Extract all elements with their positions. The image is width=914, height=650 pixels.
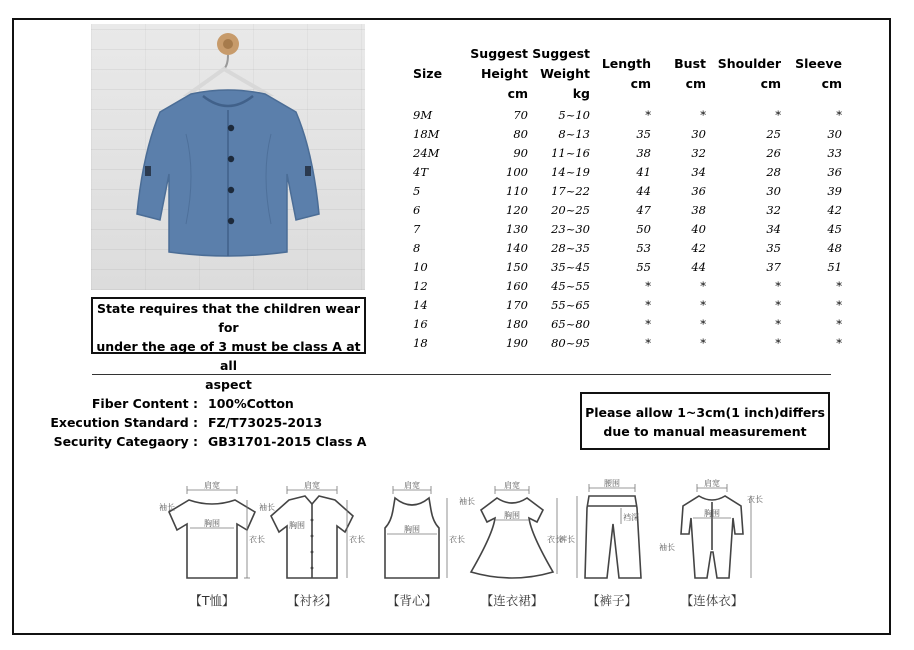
- cell-height: 190: [506, 336, 528, 350]
- cell-bust: 44: [691, 260, 706, 274]
- size-row: [413, 182, 842, 201]
- cell-length: *: [645, 317, 651, 331]
- diagram-top-label: 腰围: [604, 479, 620, 488]
- header-size: Size: [413, 66, 443, 81]
- cell-height: 180: [506, 317, 528, 331]
- cell-weight: 55~65: [551, 298, 590, 312]
- diagram-mid-label: 胸围: [204, 519, 220, 528]
- cell-size: 18M: [413, 127, 440, 141]
- cell-height: 120: [506, 203, 528, 217]
- diagram-right-label: 衣长: [249, 535, 265, 544]
- size-row: [413, 277, 842, 296]
- cell-length: *: [645, 298, 651, 312]
- size-row: [413, 163, 842, 182]
- cell-length: 55: [636, 260, 651, 274]
- cell-size: 18: [413, 336, 428, 350]
- cell-sleeve: *: [836, 108, 842, 122]
- cell-sleeve: 48: [827, 241, 842, 255]
- diagram-label: 【衬衫】: [286, 593, 337, 608]
- cell-weight: 80~95: [551, 336, 590, 350]
- size-row: [413, 125, 842, 144]
- section-divider: [92, 374, 831, 375]
- measurement-note: [580, 392, 830, 450]
- cell-bust: *: [700, 336, 706, 350]
- size-chart-body: [413, 106, 842, 353]
- cardigan-on-hanger-icon: [91, 24, 365, 290]
- diagram-label: 【背心】: [386, 593, 437, 608]
- product-photo: [91, 24, 365, 290]
- cell-bust: 36: [691, 184, 706, 198]
- header-weight: Suggest Weight kg: [532, 46, 590, 101]
- cell-height: 160: [506, 279, 528, 293]
- cell-bust: *: [700, 298, 706, 312]
- diagram-shirt: [257, 478, 367, 608]
- cell-shoulder: 26: [766, 146, 781, 160]
- diagram-left-label: 袖长: [659, 543, 675, 552]
- measurement-note-line-1: Please allow 1~3cm(1 inch)differs: [585, 405, 825, 420]
- header-length: Length cm: [601, 56, 651, 91]
- cell-shoulder: 32: [766, 203, 781, 217]
- cell-shoulder: 30: [766, 184, 781, 198]
- diagram-top-label: 肩宽: [204, 481, 220, 490]
- size-row: [413, 144, 842, 163]
- cell-height: 80: [513, 127, 528, 141]
- measurement-note-line-2: due to manual measurement: [603, 424, 807, 439]
- diagram-mid-label: 裆深: [623, 513, 639, 522]
- cell-size: 12: [413, 279, 428, 293]
- cell-length: 44: [636, 184, 651, 198]
- header-sleeve: Sleeve cm: [795, 56, 842, 91]
- cell-bust: *: [700, 108, 706, 122]
- cell-bust: 40: [691, 222, 706, 236]
- age-class-notice: [91, 297, 366, 392]
- diagram-top-label: 肩宽: [404, 481, 420, 490]
- cell-size: 5: [413, 184, 421, 198]
- cell-shoulder: *: [775, 336, 781, 350]
- notice-line-2: under the age of 3 must be class A at all: [96, 339, 361, 373]
- cell-shoulder: *: [775, 108, 781, 122]
- cell-size: 4T: [413, 165, 428, 179]
- cell-length: 50: [636, 222, 651, 236]
- size-chart-table: [413, 42, 842, 353]
- cell-size: 7: [413, 222, 421, 236]
- diagram-left-label: 裤长: [559, 535, 575, 544]
- security-category-value: GB31701-2015 Class A: [208, 434, 367, 449]
- size-row: [413, 239, 842, 258]
- diagram-label: 【裤子】: [586, 593, 637, 608]
- diagram-mid-label: 胸围: [704, 509, 720, 518]
- cell-shoulder: 28: [766, 165, 781, 179]
- cell-bust: 42: [691, 241, 706, 255]
- cell-height: 170: [506, 298, 528, 312]
- cell-sleeve: *: [836, 279, 842, 293]
- header-bust: Bust cm: [674, 56, 706, 91]
- cell-sleeve: 30: [827, 127, 842, 141]
- diagram-mid-label: 胸围: [289, 521, 305, 530]
- cell-height: 100: [506, 165, 528, 179]
- size-chart-header-row: [413, 42, 842, 106]
- cell-shoulder: 25: [766, 127, 781, 141]
- diagram-left-label: 袖长: [459, 497, 475, 506]
- cell-sleeve: 51: [827, 260, 842, 274]
- cell-bust: 34: [691, 165, 706, 179]
- diagram-top-label: 肩宽: [504, 481, 520, 490]
- cell-height: 70: [513, 108, 528, 122]
- diagram-mid-label: 胸围: [504, 511, 520, 520]
- diagram-right-label: 衣长: [449, 535, 465, 544]
- cell-sleeve: *: [836, 336, 842, 350]
- notice-line-1: State requires that the children wear for: [96, 301, 361, 335]
- cell-weight: 28~35: [551, 241, 590, 255]
- cell-length: 35: [636, 127, 651, 141]
- diagram-left-label: 袖长: [259, 503, 275, 512]
- cell-sleeve: 39: [827, 184, 842, 198]
- security-category-label: Security Categaory :: [53, 434, 198, 449]
- cell-length: 53: [636, 241, 651, 255]
- diagram-vest: [357, 478, 467, 608]
- diagram-label: 【T恤】: [189, 593, 235, 608]
- cell-size: 24M: [413, 146, 440, 160]
- cell-size: 8: [413, 241, 421, 255]
- cell-bust: *: [700, 317, 706, 331]
- notice-line-3: aspect: [205, 377, 252, 392]
- size-row: [413, 201, 842, 220]
- cell-weight: 20~25: [551, 203, 590, 217]
- diagram-romper: [657, 478, 767, 608]
- cell-sleeve: *: [836, 317, 842, 331]
- cell-shoulder: *: [775, 298, 781, 312]
- cell-bust: 30: [691, 127, 706, 141]
- diagram-t-shirt: [157, 478, 267, 608]
- size-row: [413, 334, 842, 353]
- size-row: [413, 106, 842, 125]
- fiber-content-label: Fiber Content :: [91, 396, 198, 411]
- cell-bust: 38: [691, 203, 706, 217]
- cell-size: 14: [413, 298, 428, 312]
- cell-weight: 14~19: [551, 165, 590, 179]
- cell-weight: 11~16: [551, 146, 590, 160]
- diagram-label: 【连体衣】: [680, 593, 744, 608]
- dress-diagram-icon: [457, 478, 567, 588]
- cell-weight: 35~45: [551, 260, 590, 274]
- cell-weight: 5~10: [558, 108, 590, 122]
- diagram-right-label: 衣长: [747, 495, 763, 504]
- cell-sleeve: 42: [827, 203, 842, 217]
- diagram-top-label: 肩宽: [704, 479, 720, 488]
- romper-diagram-icon: [657, 478, 767, 588]
- diagram-pants: [557, 478, 667, 608]
- diagram-label: 【连衣裙】: [480, 593, 544, 608]
- execution-standard-label: Execution Standard :: [50, 415, 198, 430]
- cell-shoulder: 37: [766, 260, 781, 274]
- cell-length: 47: [636, 203, 651, 217]
- cell-height: 140: [506, 241, 528, 255]
- vest-diagram-icon: [357, 478, 467, 588]
- cell-length: 38: [636, 146, 651, 160]
- cell-height: 130: [506, 222, 528, 236]
- diagram-right-label: 衣长: [547, 535, 563, 544]
- cell-size: 10: [413, 260, 428, 274]
- cell-height: 90: [513, 146, 528, 160]
- cell-length: *: [645, 336, 651, 350]
- cell-weight: 8~13: [558, 127, 590, 141]
- cell-sleeve: 45: [827, 222, 842, 236]
- cell-shoulder: 35: [766, 241, 781, 255]
- cell-size: 9M: [413, 108, 433, 122]
- cell-weight: 45~55: [551, 279, 590, 293]
- pants-diagram-icon: [557, 478, 667, 588]
- cell-length: *: [645, 108, 651, 122]
- cell-height: 110: [506, 184, 528, 198]
- diagram-right-label: 衣长: [349, 535, 365, 544]
- cell-sleeve: *: [836, 298, 842, 312]
- diagram-left-label: 袖长: [159, 503, 175, 512]
- cell-size: 6: [413, 203, 421, 217]
- diagram-dress: [457, 478, 567, 608]
- cell-weight: 65~80: [551, 317, 590, 331]
- cell-shoulder: 34: [766, 222, 781, 236]
- cell-sleeve: 36: [827, 165, 842, 179]
- cell-height: 150: [506, 260, 528, 274]
- fiber-content-value: 100%Cotton: [208, 396, 294, 411]
- size-row: [413, 315, 842, 334]
- header-shoulder: Shoulder cm: [717, 56, 781, 91]
- cell-bust: *: [700, 279, 706, 293]
- cell-length: 41: [636, 165, 651, 179]
- t-shirt-diagram-icon: [157, 478, 267, 588]
- cell-weight: 23~30: [551, 222, 590, 236]
- size-row: [413, 296, 842, 315]
- cell-bust: 32: [691, 146, 706, 160]
- diagram-mid-label: 胸围: [404, 525, 420, 534]
- cell-shoulder: *: [775, 279, 781, 293]
- header-height: Suggest Height cm: [470, 46, 528, 101]
- cell-size: 16: [413, 317, 428, 331]
- cell-length: *: [645, 279, 651, 293]
- diagram-top-label: 肩宽: [304, 481, 320, 490]
- cell-shoulder: *: [775, 317, 781, 331]
- size-row: [413, 258, 842, 277]
- execution-standard-value: FZ/T73025-2013: [208, 415, 323, 430]
- shirt-diagram-icon: [257, 478, 367, 588]
- size-row: [413, 220, 842, 239]
- cell-sleeve: 33: [827, 146, 842, 160]
- cell-weight: 17~22: [551, 184, 590, 198]
